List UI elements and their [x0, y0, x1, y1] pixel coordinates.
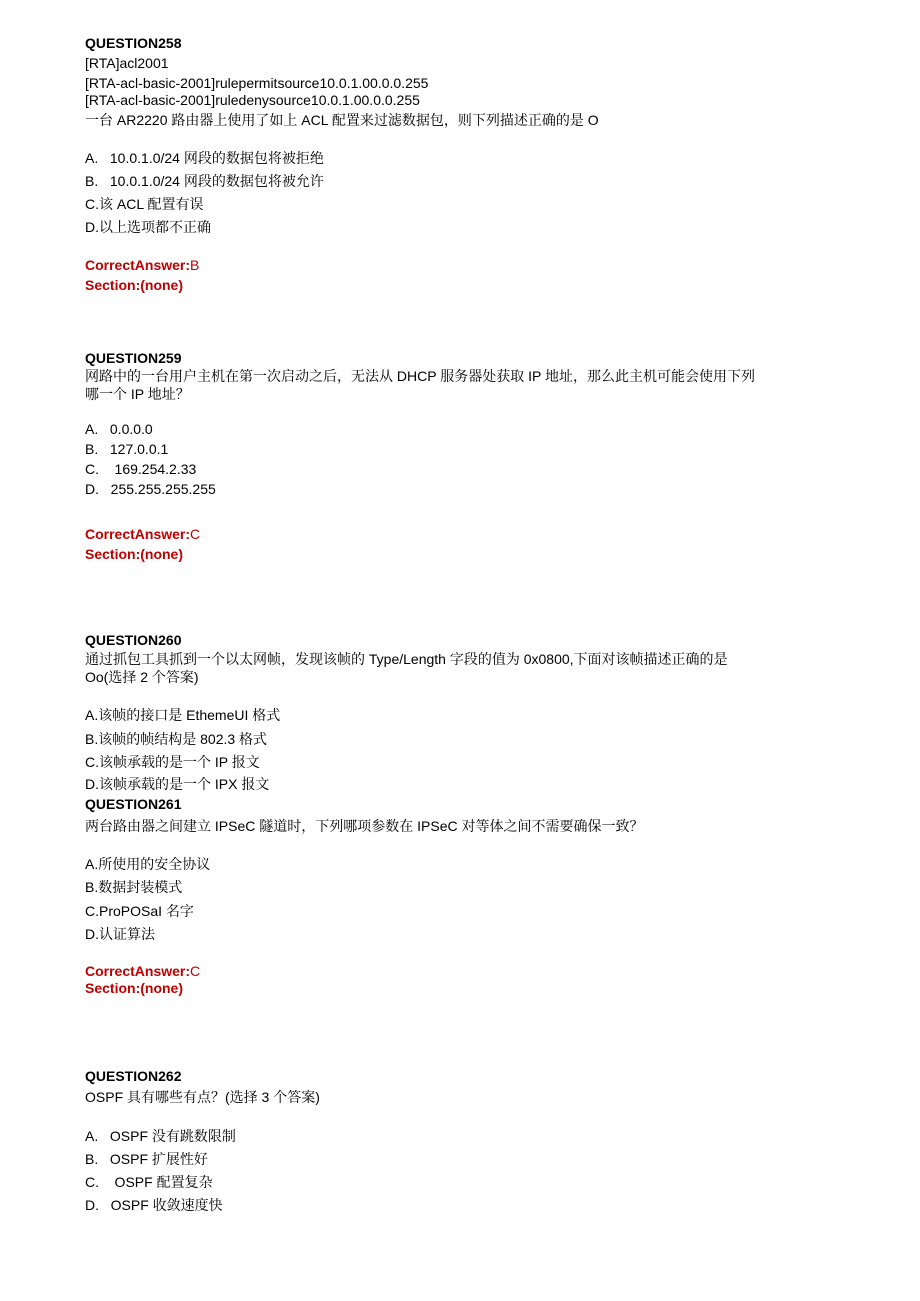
- correct-answer-label: CorrectAnswer:: [85, 963, 191, 979]
- question-title: QUESTION260: [85, 632, 182, 648]
- answer-option: C.该帧承载的是一个 IP 报文: [85, 754, 260, 770]
- answer-option: C. OSPF 配置复杂: [85, 1174, 213, 1190]
- question-stem-line: [RTA-acl-basic-2001]ruledenysource10.0.1.00.0.0.255: [85, 92, 420, 108]
- question-stem-line: 网路中的一台用户主机在第一次启动之后，无法从 DHCP 服务器处获取 IP 地址，那么此主机可能会使用下列: [85, 368, 755, 384]
- section-label: Section:(none): [85, 980, 183, 996]
- answer-option: D. 255.255.255.255: [85, 481, 216, 497]
- answer-option: B. 127.0.0.1: [85, 441, 169, 457]
- section-label: Section:(none): [85, 277, 183, 293]
- answer-option: A. 10.0.1.0/24 网段的数据包将被拒绝: [85, 150, 324, 166]
- answer-option: D.认证算法: [85, 926, 155, 942]
- answer-option: A. 0.0.0.0: [85, 421, 153, 437]
- question-stem-line: 哪一个 IP 地址？: [85, 386, 190, 402]
- correct-answer-value: C: [190, 963, 201, 979]
- question-stem-line: 两台路由器之间建立 IPSeC 隧道时，下列哪项参数在 IPSeC 对等体之间不需要确保一致？: [85, 818, 644, 834]
- correct-answer-value: C: [190, 526, 201, 542]
- question-title: QUESTION262: [85, 1068, 182, 1084]
- answer-option: B.数据封装模式: [85, 879, 183, 895]
- answer-option: B. OSPF 扩展性好: [85, 1151, 208, 1167]
- question-title: QUESTION261: [85, 796, 182, 812]
- answer-option: B.该帧的帧结构是 802.3 格式: [85, 731, 268, 747]
- question-stem-line: [RTA-acl-basic-2001]rulepermitsource10.0.1.00.0.0.255: [85, 75, 429, 91]
- question-stem-line: Oo(选择 2 个答案): [85, 669, 199, 685]
- question-title: QUESTION258: [85, 35, 182, 51]
- correct-answer: [85, 962, 200, 980]
- answer-option: B. 10.0.1.0/24 网段的数据包将被允许: [85, 173, 324, 189]
- question-title: QUESTION259: [85, 350, 182, 366]
- answer-option: C.ProPOSaI 名字: [85, 903, 194, 919]
- answer-option: A.所使用的安全协议: [85, 856, 211, 872]
- question-stem-line: OSPF 具有哪些有点？(选择 3 个答案): [85, 1089, 320, 1105]
- correct-answer: [85, 256, 199, 274]
- answer-option: C. 169.254.2.33: [85, 461, 197, 477]
- answer-option: A.该帧的接口是 EthemeUI 格式: [85, 707, 281, 723]
- question-stem-line: 通过抓包工具抓到一个以太网帧，发现该帧的 Type/Length 字段的值为 0x0800,下面对该帧描述正确的是: [85, 651, 728, 667]
- section-label: Section:(none): [85, 546, 183, 562]
- answer-option: D.该帧承载的是一个 IPX 报文: [85, 776, 270, 792]
- answer-option: D. OSPF 收敛速度快: [85, 1197, 223, 1213]
- correct-answer: [85, 525, 200, 543]
- question-stem-line: [RTA]acl2001: [85, 55, 169, 71]
- correct-answer-value: B: [190, 257, 200, 273]
- correct-answer-label: CorrectAnswer:: [85, 257, 191, 273]
- correct-answer-label: CorrectAnswer:: [85, 526, 191, 542]
- answer-option: D.以上选项都不正确: [85, 219, 211, 235]
- answer-option: C.该 ACL 配置有误: [85, 196, 204, 212]
- answer-option: A. OSPF 没有跳数限制: [85, 1128, 236, 1144]
- question-stem-line: 一台 AR2220 路由器上使用了如上 ACL 配置来过滤数据包，则下列描述正确的是 O: [85, 112, 599, 128]
